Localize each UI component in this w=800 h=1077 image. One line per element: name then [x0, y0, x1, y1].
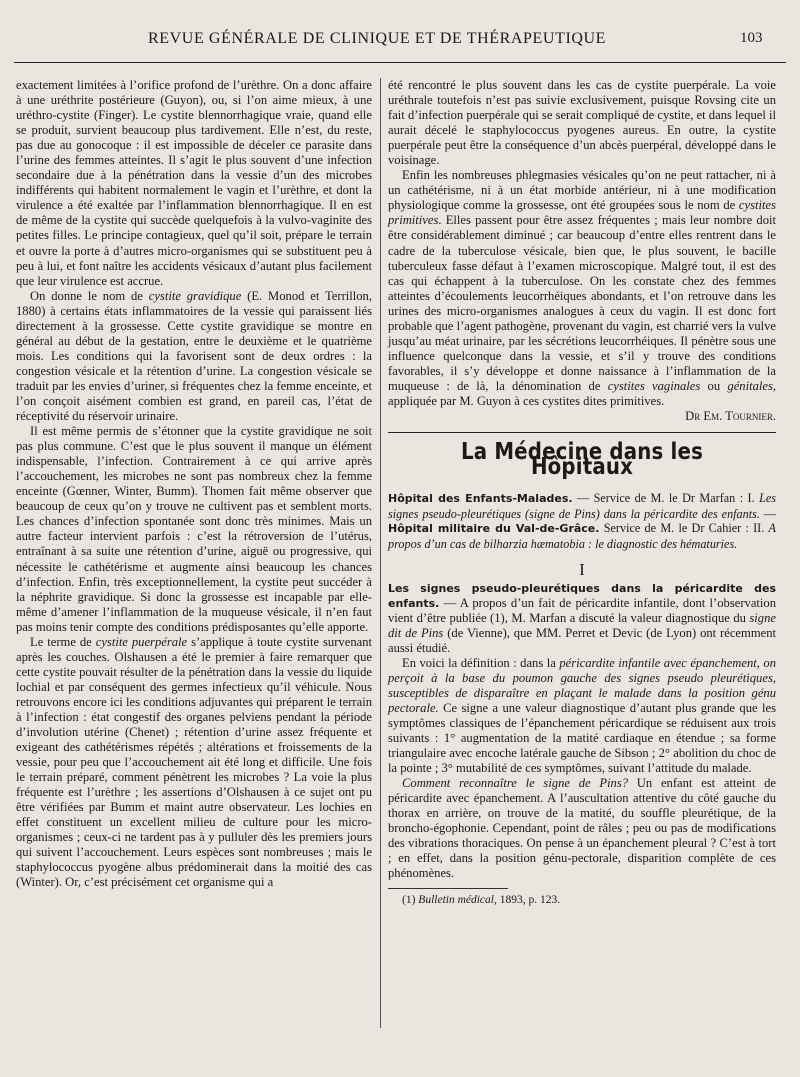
italic-term: cystites primitives: [388, 198, 776, 228]
text: ou: [700, 378, 728, 393]
paragraph-cystite-puerperale: [16, 635, 372, 891]
page-number: 103: [740, 30, 763, 46]
paragraph-cystite-gravidique: [16, 289, 372, 424]
paragraph: été rencontré le plus souvent dans les cas de cystite puerpérale. La voie uréthrale toutefois n’est pas suivie exclusivement, puisque Rovsing cite un fait d’infection puerpérale qui se serait compliqué de cystite, et dans lequel il aurait décelé le staphylococcus pyogenes aureus. En outre, la cystite puerpérale peut être la conséquence d’un abcès puerpéral, développé dans le voisinage.: [388, 78, 776, 168]
text: Service de M. le Dr Cahier : II.: [599, 521, 769, 536]
paragraph-definition: [388, 656, 776, 776]
page-header: [0, 26, 800, 56]
paragraph-reconnaitre: [388, 776, 776, 881]
running-title: REVUE GÉNÉRALE DE CLINIQUE ET DE THÉRAPEUTIQUE: [148, 30, 607, 47]
roman-numeral: I: [579, 559, 585, 579]
section-rule: [388, 432, 776, 433]
paragraph: Il est même permis de s’étonner que la cystite gravidique ne soit pas plus commune. C’est que le plus souvent il manque un élément indispensable, l’infection. Contrairement à ce qui arrive après l’accouchement, les microbes ne sont pas nombreux chez la femme enceinte (Gœnner, Winter, Bumm). Thomen fait même observer que beaucoup de ceux qu’on y trouve ne cultivent pas et semblent morts. Les chances d’infection spontanée sont donc très minimes. Mais un autre facteur intervient parfois : c’est la rétroversion de l’utérus, entraînant à sa suite une rétention d’urine, aiguë ou progressive, qui nécessite le cathétérisme et augmente ainsi beaucoup les chances d’infection. Enfin, très exceptionnellement, la cystite peut succéder à la néphrite gravidique. Si donc la grossesse est incapable par elle-même d’amener l’inflammation de la muqueuse vésicale, il n’en faut pas moins tenir compte des conditions prédisposantes qu’elle apporte.: [16, 424, 372, 634]
text: Enfin les nombreuses phlegmasies vésicales qu’on ne peut rattacher, ni à un cathétérisme, ni à un état morbide antérieur, ni à une modification physiologique comme la grossesse, ont été groupées sous le nom de: [388, 168, 776, 213]
text: — Service de M. le Dr Marfan :: [572, 491, 744, 506]
italic-term: cystite gravidique: [148, 288, 242, 303]
italic-term: cystite puerpérale: [95, 634, 188, 649]
italic-title: A propos d’un cas de bilharzia hæmatobia : le diagnostic des hématuries.: [388, 521, 776, 551]
hospital-name: Hôpital militaire du Val-de-Grâce.: [388, 522, 600, 536]
hospital-name: Hôpital des Enfants-Malades.: [388, 492, 573, 506]
paragraph: exactement limitées à l’orifice profond de l’urèthre. On a donc affaire à une uréthrite postérieure (Guyon), ou, si l’on aime mieux, à une uréthro-cystite (Finger). Le cystite blennorrhagique vraie, quand elle se produit, survient beaucoup plus tardivement. Elle n’est, du reste, pas due au gonocoque : il est impossible de déceler ce parasite dans l’urine des femmes atteintes. Il s’agit le plus souvent d’une infection secondaire due à la pénétration dans la vessie d’un des microbes indifférents qui habitent normalement le vagin et l’urèthre, et dont la virulence a été exaltée par l’inflammation blennorrhagique. Il en est de même de la cystite qui succède quelquefois à la vulvo-vaginite des petites filles. Le principe contagieux, quel qu’il soit, prépare le terrain et ouvre la porte à d’autres micro-organismes qui se substituent peu à peu à lui, et font naître les accidents vésicaux d’autant plus facilement que leur virulence est accrue.: [16, 78, 372, 288]
italic-term: génitales: [727, 378, 773, 393]
italic-title: Les signes pseudo-pleurétiques (signe de Pins) dans la péricardite des enfants.: [388, 491, 777, 521]
text: s’applique à toute cystite survenant après les couches. Olshausen a été le premier à faire remarquer que cette cystite pouvait résulter de la pénétration dans la vessie du liquide lochial et par conséquent des germes infectieux qu’il véhicule. Nous retrouvons encore ici les conditions adjuvantes qui préparent le terrain à l’infection : état congestif des organes pelviens pendant la période d’involution utérine (Chenet) ; rétention d’urine assez fréquente et exigeant des cathétérismes répétés ; altérations et froissements de la vessie, pour peu que l’accouchement ait été long et difficile. Une fois le terrain préparé, comment pénètrent les microbes ? La voie la plus fréquente est l’urèthre ; les assertions d’Olshausen à ce sujet ont pu être vérifiées par Bumm et maint autre observateur. Les lochies en effet constituent un excellent milieu de culture pour les micro-organismes ; ceux-ci ne tardent pas à y pulluler dès les premiers jours qui suivent l’accouchement. Leurs espèces sont nombreuses ; mais le staphylococcus pyogène albus prédominerait dans la moitié des cas (Winter). Or, c’est précisément cet organisme qui a: [16, 634, 372, 890]
text: Ce signe a une valeur diagnostique d’autant plus grande que les symptômes classiques de l’épanchement péricardique se réduisent aux trois suivants : 1° augmentation de la matité cardiaque en étendue ; sa forme triangulaire avec encoche latérale gauche de Sibson ; 2° abolition du choc de la pointe ; 3° mutabilité de ces symptômes, suivant l’attitude du malade.: [388, 700, 776, 776]
text: (E. Monod et Terrillon, 1880) à certains états inflammatoires de la vessie qui paraissent liés directement à la grossesse. Cette cystite gravidique se montre en général au début de la gestation, entre le deuxième et le quatrième mois. Les conditions qui la favorisent sont de deux ordres : la congestion vésicale et la rétention d’urine. La congestion vésicale se traduit par les envies d’uriner, si fréquentes chez la femme enceinte, et l’on conçoit aisément combien est grand, en pareil cas, l’état de réceptivité du réservoir urinaire.: [16, 288, 373, 424]
footnote-rule: [388, 888, 508, 889]
footnote-source: Bulletin médical: [418, 893, 494, 906]
footnote-number: (1): [402, 893, 419, 906]
text: En voici la définition : dans la: [402, 655, 560, 670]
text: —: [759, 506, 776, 521]
italic-question: Comment reconnaître le signe de Pins?: [402, 776, 629, 791]
text: Un enfant est atteint de péricardite avec épanchement. A l’auscultation attentive du côté gauche du thorax en arrière, on trouve de la matité, du souffle pleurétique, de la broncho-égophonie. Cependant, point de râles ; peu ou pas de modifications des vibrations thoraciques. On pense à un épanchement pleural ? C’est à tort ; en effet, dans la position génu-pectorale, disparition complète de ces phénomènes.: [388, 776, 776, 881]
italic-term: signe dit de Pins: [388, 610, 776, 640]
text: . Elles passent pour être assez fréquentes ; mais leur nombre doit être considérablement diminué ; car beaucoup d’entre elles rentrent dans le cadre de la tuberculose vésicale, bien que, le plus souvent, le bacille tuberculeux fasse défaut à l’examen microscopique. Malgré tout, il est des cas qui échappent à la tuberculose. On les constate chez des femmes atteintes d’écoulements leucorrhéiques abondants, et l’on retrouve dans les urines des micro-organismes analogues à ceux du vagin. Il est donc fort probable que l’agent pathogène, provenant du vagin, est charrié vers la vulve jusqu’au méat urinaire, par les sécrétions leucorrhéiques. Il pénètre sous une influence quelconque dans la vessie, et s’il y trouve des conditions favorables, il s’y développe et donne naissance à l’inflammation de la muqueuse : de là, la dénomination de: [388, 213, 776, 393]
text: Le terme de: [30, 634, 96, 649]
section-title: La Médecine dans les Hôpitaux: [460, 439, 704, 481]
italic-definition: péricardite infantile avec épanchement, on perçoit à la base du poumon gauche des signes pseudo pleurétiques, susceptibles de disparaître en plaçant le malade dans la position génu pectorale.: [388, 655, 776, 715]
text: , appliquée par M. Guyon à ces cystites dites primitives.: [388, 378, 777, 408]
footnote: [388, 893, 776, 908]
text: I.: [747, 491, 760, 506]
paragraph-cystites-primitives: [388, 168, 776, 409]
italic-term: cystites vaginales: [607, 378, 701, 393]
footnote-text: , 1893, p. 123.: [494, 893, 561, 906]
header-rule: [14, 62, 786, 63]
text: On donne le nom de: [30, 288, 149, 303]
text: — A propos d’un fait de péricardite infantile, dont l’observation vient d’être publiée (1), M. Marfan a discuté la valeur diagnostique du: [388, 595, 776, 625]
author-signature: Dr Em. Tournier.: [685, 409, 776, 424]
left-column: [16, 78, 372, 891]
text: (de Vienne), que MM. Perret et Devic (de Lyon) ont récemment aussi étudié.: [388, 625, 776, 655]
subheading: Les signes pseudo-pleurétiques dans la péricardite des enfants.: [388, 581, 776, 610]
column-divider: [380, 78, 381, 1028]
services-summary: [388, 491, 776, 551]
paragraph-signes: [388, 581, 776, 656]
right-column: [388, 78, 776, 908]
